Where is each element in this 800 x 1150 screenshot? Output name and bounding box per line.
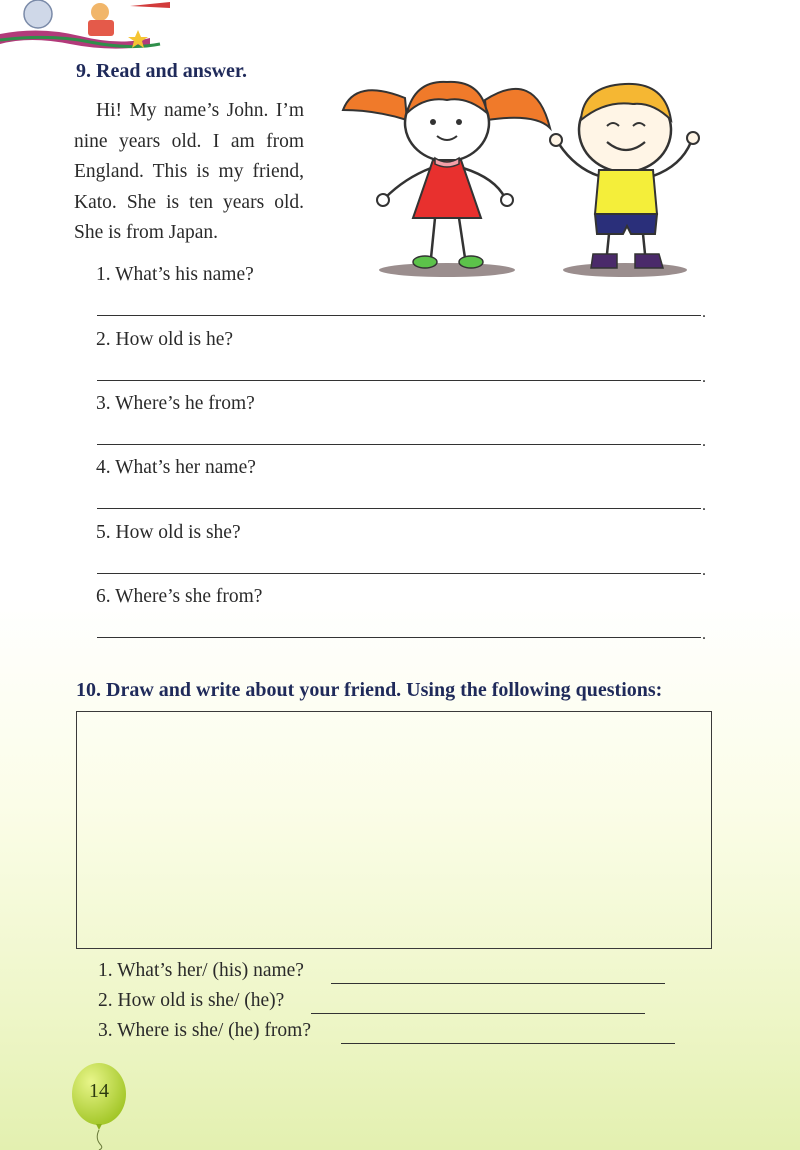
answer-line-3[interactable] <box>97 444 701 445</box>
friend-answer-line-1[interactable] <box>331 983 665 984</box>
exercise-10-title: 10. Draw and write about your friend. Using the following questions: <box>76 679 663 701</box>
answer-line-6-end: . <box>702 626 706 643</box>
answer-line-5-end: . <box>702 562 706 579</box>
corner-decoration <box>0 0 170 52</box>
exercise-9-title: 9. Read and answer. <box>76 60 247 82</box>
friend-question-1: 1. What’s her/ (his) name? <box>98 960 304 981</box>
drawing-box[interactable] <box>76 711 712 949</box>
balloon-icon <box>70 1062 128 1150</box>
kids-illustration <box>335 58 715 288</box>
friend-answer-line-2[interactable] <box>311 1013 645 1014</box>
question-6: 6. Where’s she from? <box>96 586 263 607</box>
answer-line-1[interactable] <box>97 315 701 316</box>
friend-question-2: 2. How old is she/ (he)? <box>98 990 285 1011</box>
answer-line-5[interactable] <box>97 573 701 574</box>
question-3: 3. Where’s he from? <box>96 393 255 414</box>
reading-passage: Hi! My name’s John. I’m nine years old. I am from England. This is my friend, Kato. She is ten years old. She is from Japan. <box>74 100 304 243</box>
question-4: 4. What’s her name? <box>96 457 256 478</box>
answer-line-4[interactable] <box>97 508 701 509</box>
answer-line-3-end: . <box>702 433 706 450</box>
answer-line-2-end: . <box>702 369 706 386</box>
answer-line-4-end: . <box>702 497 706 514</box>
page-number: 14 <box>89 1080 109 1102</box>
question-5: 5. How old is she? <box>96 522 241 543</box>
question-2: 2. How old is he? <box>96 329 234 350</box>
answer-line-2[interactable] <box>97 380 701 381</box>
question-1: 1. What’s his name? <box>96 264 254 285</box>
friend-question-3: 3. Where is she/ (he) from? <box>98 1020 311 1041</box>
answer-line-6[interactable] <box>97 637 701 638</box>
answer-line-1-end: . <box>702 304 706 321</box>
friend-answer-line-3[interactable] <box>341 1043 675 1044</box>
